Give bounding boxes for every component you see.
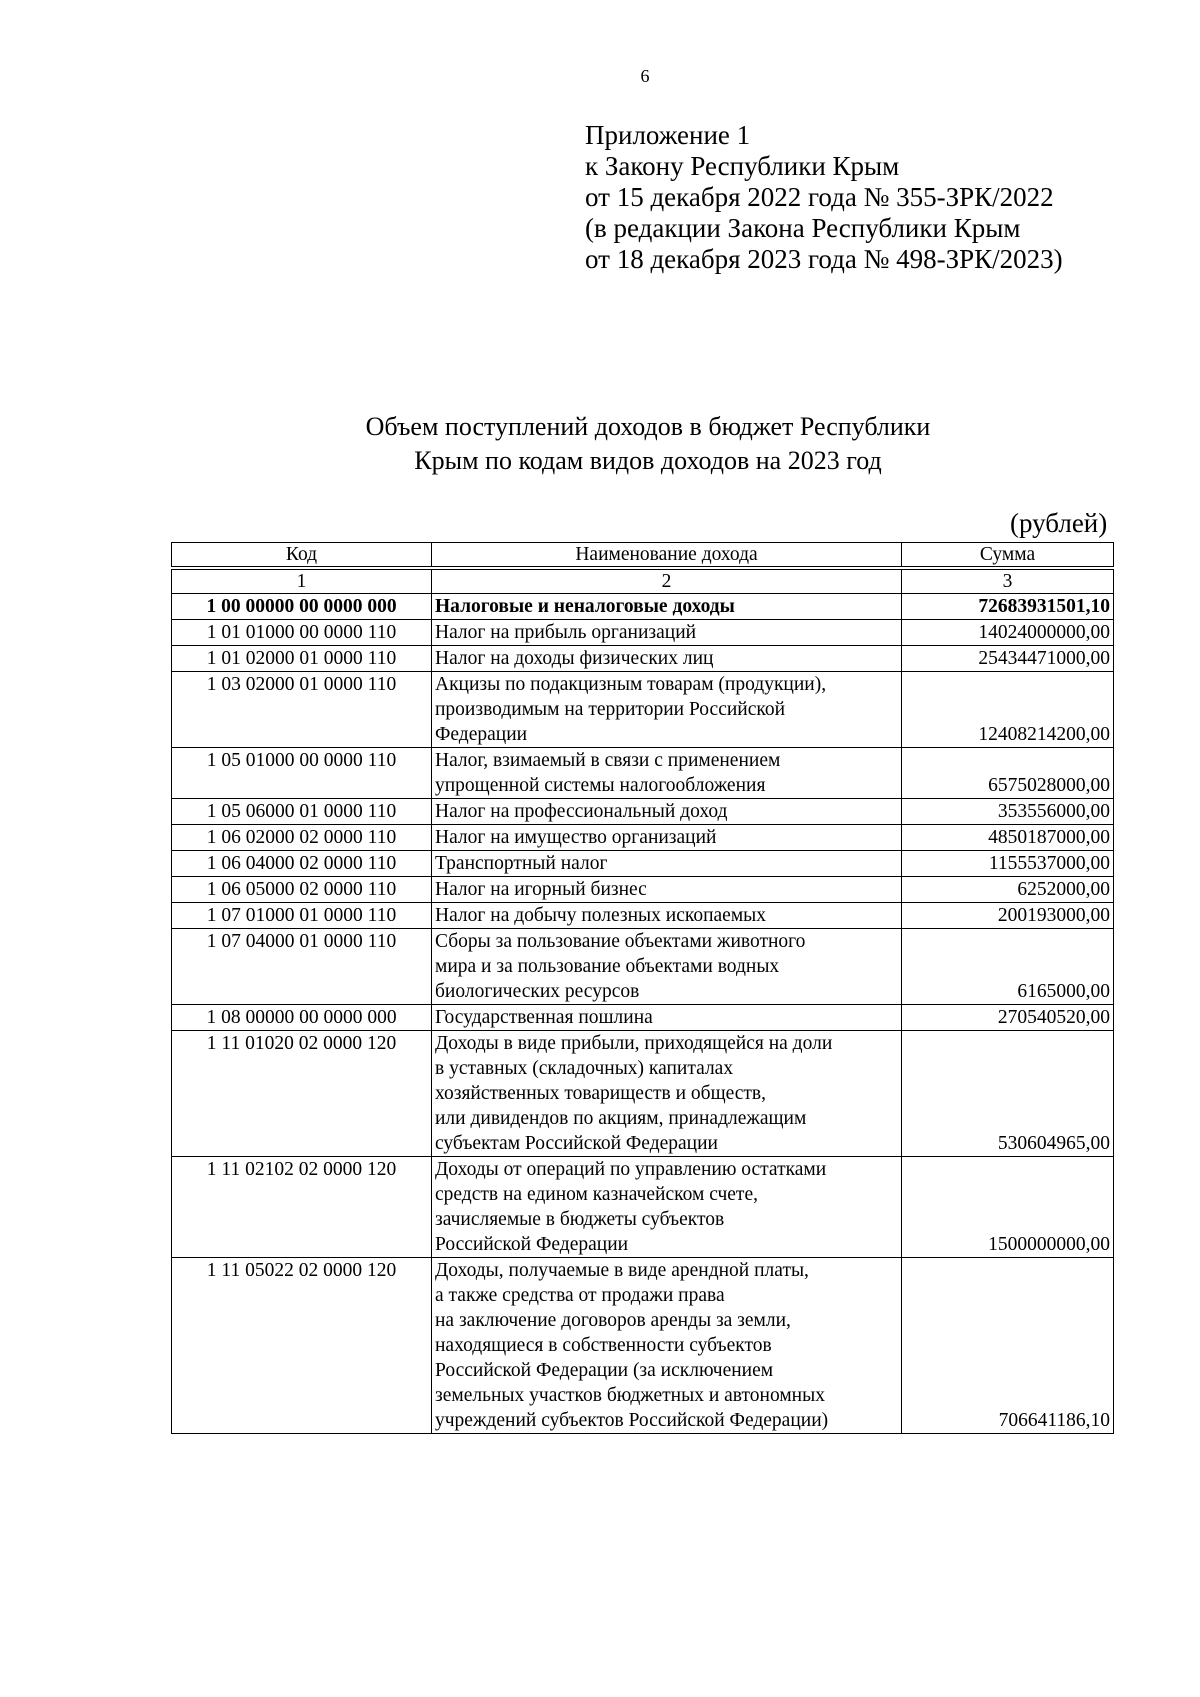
income-name-line: упрощенной системы налогообложения: [435, 775, 766, 796]
income-sum-cell: 6575028000,00: [902, 748, 1114, 799]
table-row: [172, 1005, 1114, 1031]
document-title: [0, 410, 1200, 478]
column-index-sum: 3: [902, 568, 1114, 594]
income-sum-cell: 1155537000,00: [902, 851, 1114, 877]
appendix-line: (в редакции Закона Республики Крым: [585, 213, 1021, 243]
table-row: [172, 903, 1114, 929]
income-code-cell: 1 01 01000 00 0000 110: [172, 620, 432, 646]
income-name-line: на заключение договоров аренды за земли,: [435, 1310, 791, 1331]
income-name-line: производимым на территории Российской: [435, 699, 786, 720]
column-header-code: Код: [172, 543, 432, 569]
income-sum-cell: 12408214200,00: [902, 672, 1114, 748]
income-name-line: биологических ресурсов: [435, 981, 640, 1002]
title-line: Объем поступлений доходов в бюджет Республики: [365, 412, 931, 441]
income-sum-cell: 706641186,10: [902, 1258, 1114, 1434]
income-name-cell: [432, 903, 902, 929]
income-name-line: в уставных (складочных) капиталах: [435, 1058, 734, 1079]
income-name-cell: [432, 1031, 902, 1157]
income-code-cell: 1 01 02000 01 0000 110: [172, 646, 432, 672]
income-sum-cell: 200193000,00: [902, 903, 1114, 929]
income-name-line: или дивидендов по акциям, принадлежащим: [435, 1108, 807, 1129]
income-name-line: а также средства от продажи права: [435, 1285, 725, 1306]
table-row: [172, 672, 1114, 748]
table-header-row: [172, 543, 1114, 569]
income-sum-cell: 25434471000,00: [902, 646, 1114, 672]
income-code-cell: 1 07 01000 01 0000 110: [172, 903, 432, 929]
income-name-line: Налоговые и неналоговые доходы: [435, 596, 735, 617]
table-row: [172, 748, 1114, 799]
table-row: [172, 799, 1114, 825]
table-row: [172, 1258, 1114, 1434]
table-row: [172, 1031, 1114, 1157]
column-index-code: 1: [172, 568, 432, 594]
income-name-line: субъектам Российской Федерации: [435, 1133, 718, 1154]
appendix-line: к Закону Республики Крым: [585, 151, 900, 181]
income-name-line: Налог, взимаемый в связи с применением: [435, 750, 781, 771]
income-name-line: Российской Федерации: [435, 1234, 629, 1255]
income-name-cell: [432, 929, 902, 1005]
column-index-name: 2: [432, 568, 902, 594]
column-header-name: Наименование дохода: [432, 543, 902, 569]
appendix-line: Приложение 1: [585, 120, 751, 150]
income-name-line: средств на едином казначейском счете,: [435, 1184, 758, 1205]
income-name-line: Сборы за пользование объектами животного: [435, 931, 806, 952]
income-code-cell: 1 03 02000 01 0000 110: [172, 672, 432, 748]
appendix-line: от 15 декабря 2022 года № 355-ЗРК/2022: [585, 182, 1054, 212]
income-code-cell: 1 11 05022 02 0000 120: [172, 1258, 432, 1434]
income-code-cell: 1 06 02000 02 0000 110: [172, 825, 432, 851]
income-name-cell: [432, 799, 902, 825]
income-sum-cell: 4850187000,00: [902, 825, 1114, 851]
income-name-cell: [432, 1258, 902, 1434]
title-line: Крым по кодам видов доходов на 2023 год: [414, 446, 882, 475]
income-name-cell: [432, 646, 902, 672]
income-name-cell: [432, 877, 902, 903]
income-name-line: мира и за пользование объектами водных: [435, 956, 780, 977]
income-sum-cell: 6165000,00: [902, 929, 1114, 1005]
income-name-line: Доходы от операций по управлению остатками: [435, 1159, 827, 1180]
income-name-line: хозяйственных товариществ и обществ,: [435, 1083, 767, 1104]
income-name-cell: [432, 1005, 902, 1031]
income-name-line: Российской Федерации (за исключением: [435, 1360, 774, 1381]
income-name-line: земельных участков бюджетных и автономных: [435, 1385, 825, 1406]
income-code-cell: 1 05 06000 01 0000 110: [172, 799, 432, 825]
income-name-line: Транспортный налог: [435, 853, 608, 874]
income-sum-cell: 14024000000,00: [902, 620, 1114, 646]
income-name-line: учреждений субъектов Российской Федерации): [435, 1410, 829, 1431]
income-name-line: Налог на профессиональный доход: [435, 801, 728, 822]
table-index-row: [172, 568, 1114, 594]
table-row: [172, 851, 1114, 877]
income-name-cell: [432, 620, 902, 646]
income-table: [171, 542, 1114, 1434]
income-name-line: Доходы в виде прибыли, приходящейся на доли: [435, 1033, 833, 1054]
table-row: [172, 825, 1114, 851]
income-code-cell: 1 08 00000 00 0000 000: [172, 1005, 432, 1031]
page-number: 6: [640, 66, 650, 86]
table-row: [172, 929, 1114, 1005]
income-code-cell: 1 06 04000 02 0000 110: [172, 851, 432, 877]
income-code-cell: 1 06 05000 02 0000 110: [172, 877, 432, 903]
column-header-sum: Сумма: [902, 543, 1114, 569]
income-code-cell: 1 11 02102 02 0000 120: [172, 1157, 432, 1258]
income-name-cell: [432, 672, 902, 748]
appendix-block: [585, 120, 1063, 275]
table-row: [172, 594, 1114, 620]
income-name-line: Доходы, получаемые в виде арендной платы,: [435, 1260, 809, 1281]
income-code-cell: 1 05 01000 00 0000 110: [172, 748, 432, 799]
income-code-cell: 1 00 00000 00 0000 000: [172, 594, 432, 620]
income-name-line: Налог на прибыль организаций: [435, 622, 697, 643]
income-name-line: Налог на игорный бизнес: [435, 879, 647, 900]
table-row: [172, 646, 1114, 672]
table-row: [172, 877, 1114, 903]
units-label: (рублей): [1010, 508, 1108, 538]
income-name-cell: [432, 748, 902, 799]
income-name-line: Государственная пошлина: [435, 1007, 653, 1028]
income-code-cell: 1 07 04000 01 0000 110: [172, 929, 432, 1005]
income-name-line: находящиеся в собственности субъектов: [435, 1335, 772, 1356]
income-name-line: Налог на имущество организаций: [435, 827, 717, 848]
income-name-line: Налог на доходы физических лиц: [435, 648, 714, 669]
income-sum-cell: 1500000000,00: [902, 1157, 1114, 1258]
income-name-line: зачисляемые в бюджеты субъектов: [435, 1209, 725, 1230]
income-sum-cell: 6252000,00: [902, 877, 1114, 903]
income-sum-cell: 72683931501,10: [902, 594, 1114, 620]
appendix-line: от 18 декабря 2023 года № 498-ЗРК/2023): [585, 244, 1063, 274]
income-sum-cell: 270540520,00: [902, 1005, 1114, 1031]
income-name-line: Федерации: [435, 724, 528, 745]
income-name-cell: [432, 1157, 902, 1258]
income-name-cell: [432, 851, 902, 877]
income-code-cell: 1 11 01020 02 0000 120: [172, 1031, 432, 1157]
table-row: [172, 1157, 1114, 1258]
income-name-line: Налог на добычу полезных ископаемых: [435, 905, 767, 926]
income-table-body: [172, 543, 1114, 1434]
income-name-cell: [432, 594, 902, 620]
income-name-cell: [432, 825, 902, 851]
income-sum-cell: 353556000,00: [902, 799, 1114, 825]
table-row: [172, 620, 1114, 646]
income-sum-cell: 530604965,00: [902, 1031, 1114, 1157]
income-name-line: Акцизы по подакцизным товарам (продукции),: [435, 674, 827, 695]
